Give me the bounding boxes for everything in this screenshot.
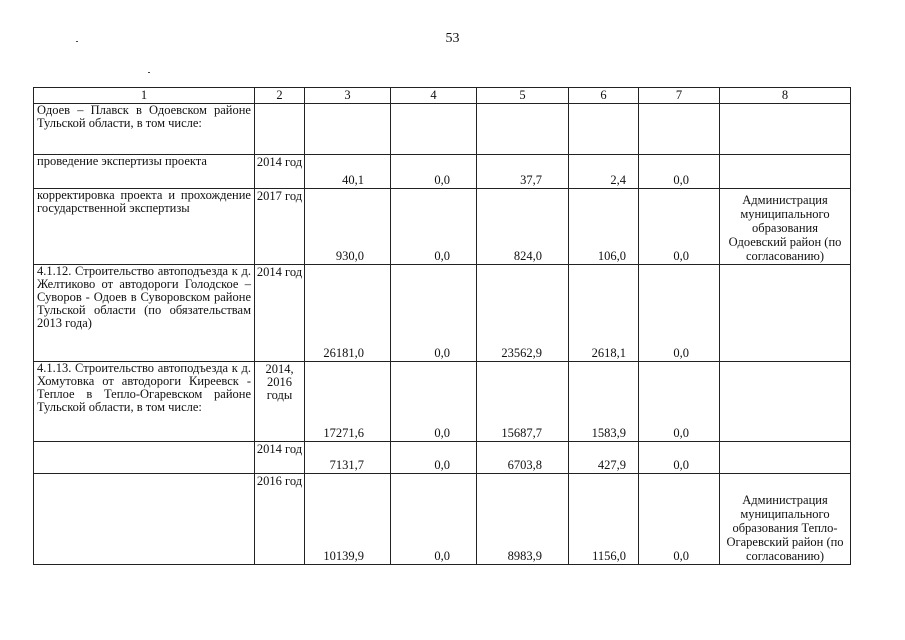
value-col3: 17271,6 xyxy=(305,362,391,442)
value-col5: 6703,8 xyxy=(477,442,569,474)
executor xyxy=(720,155,851,189)
item-year xyxy=(255,104,305,155)
value-col5: 8983,9 xyxy=(477,474,569,565)
item-year: 2017 год xyxy=(255,189,305,265)
executor: Администрация муниципального образования Тепло-Огаревский район (по согласованию) xyxy=(720,474,851,565)
table-row xyxy=(34,362,851,442)
value-col6: 427,9 xyxy=(569,442,639,474)
value-col6 xyxy=(569,104,639,155)
item-year: 2014 год xyxy=(255,265,305,362)
value-col4: 0,0 xyxy=(391,442,477,474)
scan-speck xyxy=(76,41,78,42)
item-year: 2014, 2016 годы xyxy=(255,362,305,442)
value-col5 xyxy=(477,104,569,155)
item-name xyxy=(34,474,255,565)
executor xyxy=(720,442,851,474)
value-col3: 26181,0 xyxy=(305,265,391,362)
column-header: 7 xyxy=(639,88,720,104)
value-col4: 0,0 xyxy=(391,265,477,362)
column-header: 5 xyxy=(477,88,569,104)
page-number: 53 xyxy=(445,31,460,46)
executor xyxy=(720,104,851,155)
value-col7: 0,0 xyxy=(639,362,720,442)
value-col3: 7131,7 xyxy=(305,442,391,474)
table-row xyxy=(34,265,851,362)
column-header: 3 xyxy=(305,88,391,104)
value-col7: 0,0 xyxy=(639,155,720,189)
column-header: 8 xyxy=(720,88,851,104)
item-name: 4.1.12. Строительство автоподъезда к д. Желтиково от автодороги Голодское – Суворов - Одоев в Суворовском районе Тульской области (по обязательствам 2013 года) xyxy=(34,265,255,362)
value-col6: 1583,9 xyxy=(569,362,639,442)
item-name: 4.1.13. Строительство автоподъезда к д. Хомутовка от автодороги Киреевск - Теплое в Тепло-Огаревском районе Тульской области, в том числе: xyxy=(34,362,255,442)
value-col3: 10139,9 xyxy=(305,474,391,565)
value-col5: 15687,7 xyxy=(477,362,569,442)
column-header: 4 xyxy=(391,88,477,104)
value-col7: 0,0 xyxy=(639,474,720,565)
value-col4: 0,0 xyxy=(391,189,477,265)
value-col7: 0,0 xyxy=(639,265,720,362)
value-col7: 0,0 xyxy=(639,442,720,474)
value-col6: 106,0 xyxy=(569,189,639,265)
table-row xyxy=(34,442,851,474)
column-header: 2 xyxy=(255,88,305,104)
item-year: 2016 год xyxy=(255,474,305,565)
value-col5: 824,0 xyxy=(477,189,569,265)
executor xyxy=(720,265,851,362)
item-name: Одоев – Плавск в Одоевском районе Тульской области, в том числе: xyxy=(34,104,255,155)
value-col4: 0,0 xyxy=(391,155,477,189)
value-col3 xyxy=(305,104,391,155)
value-col4: 0,0 xyxy=(391,362,477,442)
item-name: проведение экспертизы проекта xyxy=(34,155,255,189)
item-year: 2014 год xyxy=(255,442,305,474)
scan-speck xyxy=(148,72,150,73)
value-col4 xyxy=(391,104,477,155)
value-col3: 40,1 xyxy=(305,155,391,189)
header-row xyxy=(34,88,851,104)
table-row xyxy=(34,474,851,565)
table-row xyxy=(34,155,851,189)
item-year: 2014 год xyxy=(255,155,305,189)
column-header: 1 xyxy=(34,88,255,104)
value-col6: 1156,0 xyxy=(569,474,639,565)
item-name xyxy=(34,442,255,474)
executor: Администрация муниципального образования Одоевский район (по согласованию) xyxy=(720,189,851,265)
item-name: корректировка проекта и прохождение государственной экспертизы xyxy=(34,189,255,265)
value-col7: 0,0 xyxy=(639,189,720,265)
value-col6: 2,4 xyxy=(569,155,639,189)
value-col7 xyxy=(639,104,720,155)
column-header: 6 xyxy=(569,88,639,104)
table-row xyxy=(34,104,851,155)
executor xyxy=(720,362,851,442)
table-row xyxy=(34,189,851,265)
budget-table xyxy=(33,87,851,565)
value-col3: 930,0 xyxy=(305,189,391,265)
value-col4: 0,0 xyxy=(391,474,477,565)
value-col5: 23562,9 xyxy=(477,265,569,362)
value-col6: 2618,1 xyxy=(569,265,639,362)
value-col5: 37,7 xyxy=(477,155,569,189)
